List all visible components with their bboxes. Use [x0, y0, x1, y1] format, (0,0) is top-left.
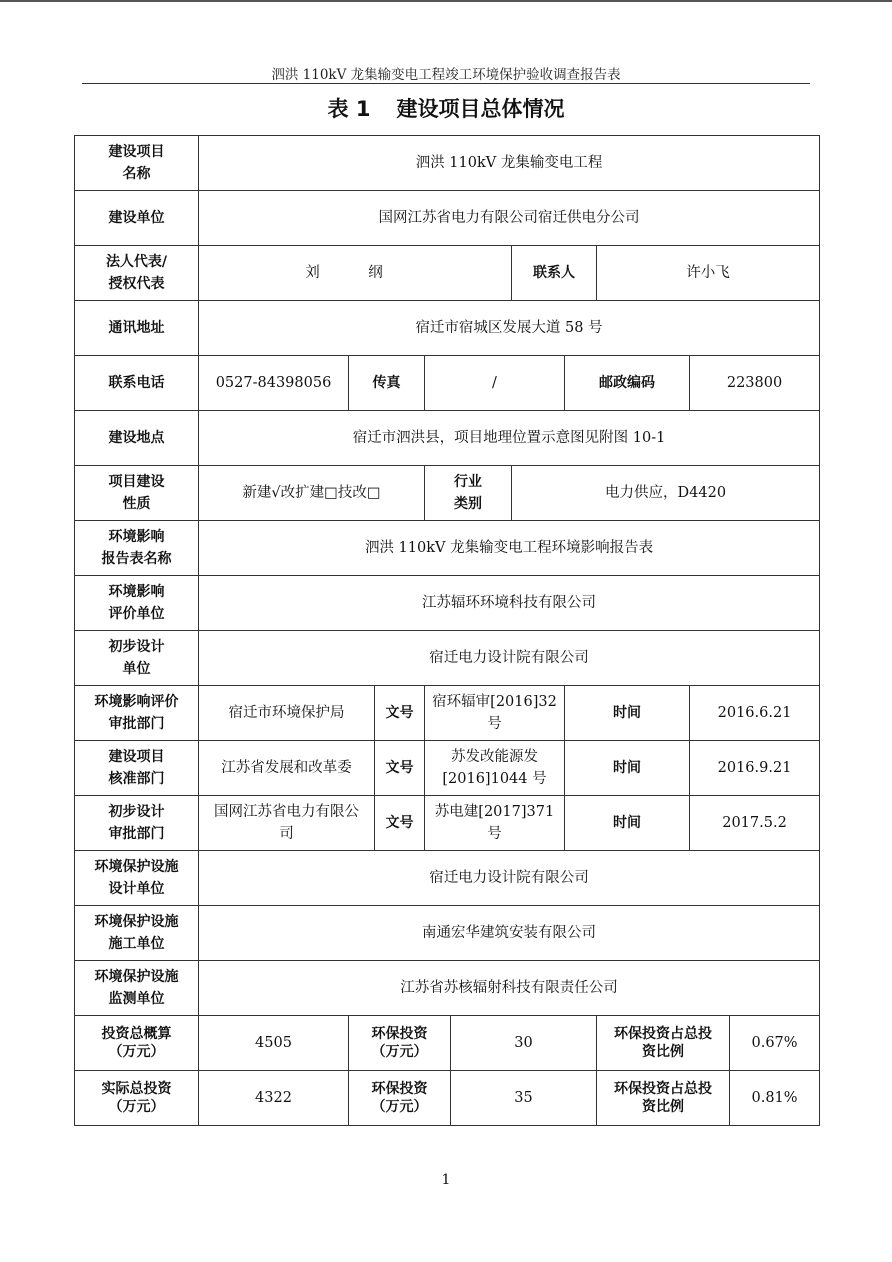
budget-label: 投资总概算 （万元）: [75, 1016, 199, 1071]
title-number: 表 1: [327, 97, 371, 121]
header-rule: [82, 83, 810, 84]
document-title: [0, 93, 892, 123]
design-approval-dept: 国网江苏省电力有限公 司: [199, 796, 375, 851]
design-approval-doc-value: 苏电建[2017]371 号: [425, 796, 565, 851]
eia-report-label: 环境影响 报告表名称: [75, 521, 199, 576]
env-construction-value: 南通宏华建筑安装有限公司: [199, 906, 820, 961]
construction-unit-label: 建设单位: [75, 191, 199, 246]
eia-approval-label: 环境影响评价 审批部门: [75, 686, 199, 741]
design-approval-time-value: 2017.5.2: [690, 796, 820, 851]
nature-value: 新建√改扩建□技改□: [199, 466, 425, 521]
eia-report-value: 泗洪 110kV 龙集输变电工程环境影响报告表: [199, 521, 820, 576]
phone-value: 0527-84398056: [199, 356, 349, 411]
fax-label: 传真: [349, 356, 425, 411]
prelim-design-label: 初步设计 单位: [75, 631, 199, 686]
eia-unit-label: 环境影响 评价单位: [75, 576, 199, 631]
table-row: [75, 631, 820, 686]
table-row: [75, 1071, 820, 1126]
env-design-value: 宿迁电力设计院有限公司: [199, 851, 820, 906]
table-row: [75, 1016, 820, 1071]
industry-label: 行业 类别: [425, 466, 512, 521]
table-row: [75, 136, 820, 191]
table-row: [75, 796, 820, 851]
budget-ratio-value: 0.67%: [730, 1016, 820, 1071]
industry-value: 电力供应，D4420: [512, 466, 820, 521]
project-name-label: 建设项目 名称: [75, 136, 199, 191]
fax-value: /: [425, 356, 565, 411]
table-row: [75, 741, 820, 796]
address-value: 宿迁市宿城区发展大道 58 号: [199, 301, 820, 356]
table-row: [75, 191, 820, 246]
project-approval-doc-value: 苏发改能源发 [2016]1044 号: [425, 741, 565, 796]
location-value: 宿迁市泗洪县，项目地理位置示意图见附图 10-1: [199, 411, 820, 466]
actual-ratio-label: 环保投资占总投 资比例: [597, 1071, 730, 1126]
table-row: [75, 851, 820, 906]
legal-rep-label: 法人代表/ 授权代表: [75, 246, 199, 301]
table-row: [75, 576, 820, 631]
design-approval-time-label: 时间: [565, 796, 690, 851]
project-approval-dept: 江苏省发展和改革委: [199, 741, 375, 796]
table-row: [75, 906, 820, 961]
address-label: 通讯地址: [75, 301, 199, 356]
actual-env-value: 35: [451, 1071, 597, 1126]
table-row: [75, 521, 820, 576]
prelim-design-value: 宿迁电力设计院有限公司: [199, 631, 820, 686]
postcode-label: 邮政编码: [565, 356, 690, 411]
nature-label: 项目建设 性质: [75, 466, 199, 521]
table-row: [75, 411, 820, 466]
location-label: 建设地点: [75, 411, 199, 466]
actual-env-label: 环保投资 （万元）: [349, 1071, 451, 1126]
project-name-value: 泗洪 110kV 龙集输变电工程: [199, 136, 820, 191]
actual-value: 4322: [199, 1071, 349, 1126]
table-row: [75, 301, 820, 356]
eia-approval-doc-label: 文号: [375, 686, 425, 741]
eia-approval-doc-value: 宿环辐审[2016]32 号: [425, 686, 565, 741]
project-approval-time-label: 时间: [565, 741, 690, 796]
table-row: [75, 356, 820, 411]
contact-value: 许小飞: [597, 246, 820, 301]
env-design-label: 环境保护设施 设计单位: [75, 851, 199, 906]
postcode-value: 223800: [690, 356, 820, 411]
table-row: [75, 961, 820, 1016]
project-approval-time-value: 2016.9.21: [690, 741, 820, 796]
eia-unit-value: 江苏辐环环境科技有限公司: [199, 576, 820, 631]
contact-label: 联系人: [512, 246, 597, 301]
eia-approval-time-value: 2016.6.21: [690, 686, 820, 741]
eia-approval-dept: 宿迁市环境保护局: [199, 686, 375, 741]
budget-env-label: 环保投资 （万元）: [349, 1016, 451, 1071]
title-text: 建设项目总体情况: [396, 97, 565, 121]
table-row: [75, 466, 820, 521]
actual-label: 实际总投资 （万元）: [75, 1071, 199, 1126]
construction-unit-value: 国网江苏省电力有限公司宿迁供电分公司: [199, 191, 820, 246]
budget-value: 4505: [199, 1016, 349, 1071]
eia-approval-time-label: 时间: [565, 686, 690, 741]
project-approval-label: 建设项目 核准部门: [75, 741, 199, 796]
table-row: [75, 686, 820, 741]
budget-ratio-label: 环保投资占总投 资比例: [597, 1016, 730, 1071]
design-approval-label: 初步设计 审批部门: [75, 796, 199, 851]
table-row: [75, 246, 820, 301]
design-approval-doc-label: 文号: [375, 796, 425, 851]
budget-env-value: 30: [451, 1016, 597, 1071]
running-header: 泗洪 110kV 龙集输变电工程竣工环境保护验收调查报告表: [271, 67, 621, 83]
page-top-border: [0, 0, 892, 2]
project-approval-doc-label: 文号: [375, 741, 425, 796]
env-monitoring-value: 江苏省苏核辐射科技有限责任公司: [199, 961, 820, 1016]
phone-label: 联系电话: [75, 356, 199, 411]
legal-rep-value: 刘 纲: [199, 246, 512, 301]
env-monitoring-label: 环境保护设施 监测单位: [75, 961, 199, 1016]
page-number: 1: [441, 1172, 451, 1188]
project-overview-table: [74, 135, 820, 1126]
env-construction-label: 环境保护设施 施工单位: [75, 906, 199, 961]
actual-ratio-value: 0.81%: [730, 1071, 820, 1126]
